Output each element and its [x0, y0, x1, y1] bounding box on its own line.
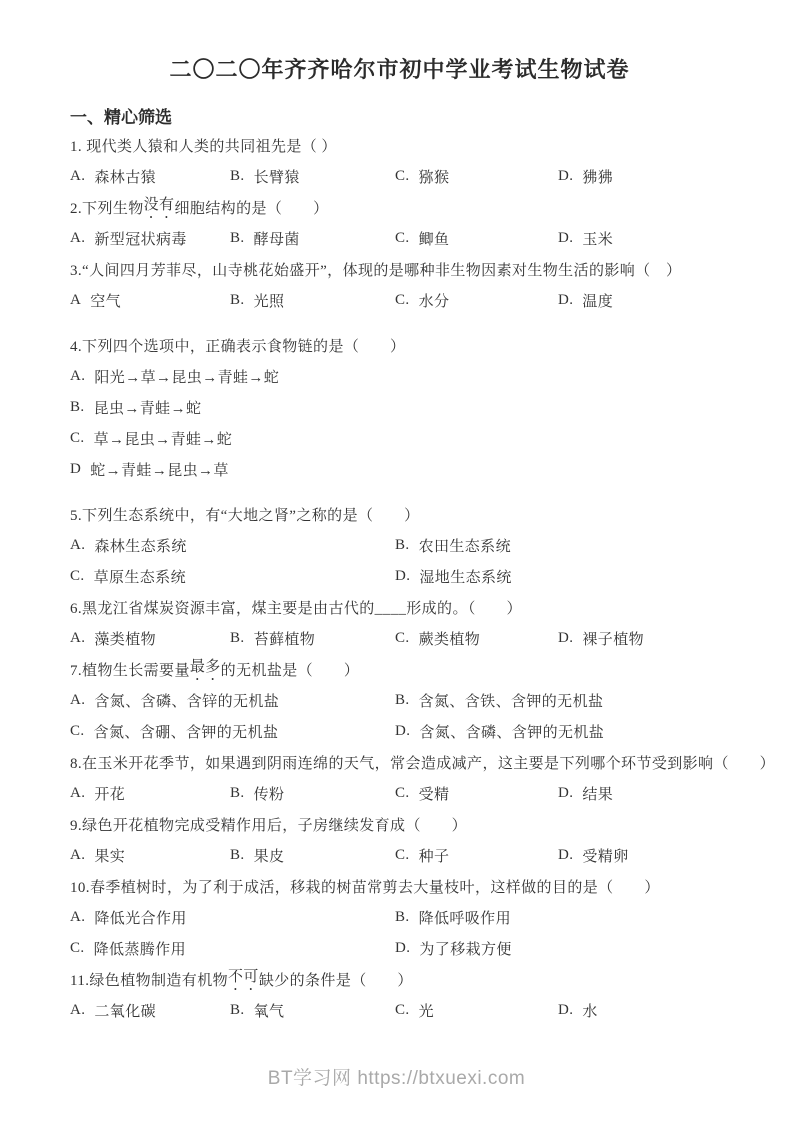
option-item: [70, 561, 395, 592]
option-text: 降低呼吸作用: [418, 911, 511, 927]
option-item: [70, 361, 729, 392]
option-text: 温度: [582, 294, 614, 310]
options-group: [70, 361, 729, 485]
options-group: [70, 623, 729, 654]
option-item: [70, 530, 395, 561]
option-text: 氧气: [253, 1004, 285, 1020]
question-text-part: 10.春季植树时，为了利于成活，移栽的树苗常剪去大量枝叶，这样做的目的是（ ）: [70, 880, 660, 896]
option-item: [395, 530, 729, 561]
option-item: [70, 995, 230, 1026]
option-item: [395, 623, 558, 654]
option-label: A.: [70, 230, 86, 246]
question-block: [70, 809, 729, 871]
option-label: D.: [395, 940, 411, 956]
option-text: 降低蒸腾作用: [93, 942, 186, 958]
question-text: [70, 747, 776, 778]
option-text: 农田生态系统: [418, 539, 511, 555]
footer-watermark: BT学习网 https://btxuexi.com: [267, 1068, 526, 1089]
option-item: [558, 995, 729, 1026]
question-block: [70, 654, 729, 747]
option-item: [230, 161, 395, 192]
option-item: [70, 778, 230, 809]
option-text: 结果: [582, 787, 614, 803]
question-text-part: 6.黑龙江省煤炭资源丰富，煤主要是由古代的____形成的。（ ）: [70, 601, 522, 617]
section-heading: 一、精心筛选: [70, 108, 172, 127]
option-text: 猕猴: [418, 170, 450, 186]
option-text: 传粉: [253, 787, 285, 803]
option-text: 降低光合作用: [94, 911, 187, 927]
question-text: [70, 330, 729, 361]
option-label: B.: [70, 399, 85, 415]
option-label: C.: [395, 1002, 410, 1018]
option-text: 昆虫→青蛙→蛇: [93, 401, 202, 417]
option-label: A.: [70, 537, 86, 553]
option-text: 含氮、含铁、含钾的无机盐: [418, 694, 604, 710]
option-text: 狒狒: [582, 170, 614, 186]
option-label: D.: [395, 568, 411, 584]
option-item: [558, 840, 729, 871]
question-block: [70, 747, 776, 809]
option-item: [70, 685, 395, 716]
option-item: [395, 685, 729, 716]
option-label: D.: [395, 723, 411, 739]
options-group: [70, 995, 729, 1026]
question-block: [70, 964, 729, 1026]
question-text-part: 1. 现代类人猿和人类的共同祖先是（ ）: [70, 139, 337, 155]
option-item: [395, 285, 558, 316]
option-label: C.: [395, 630, 410, 646]
question-text: [70, 130, 729, 161]
question-block: [70, 871, 729, 964]
question-block: [70, 130, 729, 192]
question-text: [70, 809, 729, 840]
option-label: C.: [395, 292, 410, 308]
option-label: D.: [558, 630, 574, 646]
option-item: [395, 561, 729, 592]
option-text: 草原生态系统: [93, 570, 186, 586]
option-text: 长臂猿: [253, 170, 300, 186]
option-label: C.: [395, 168, 410, 184]
option-text: 受精卵: [582, 849, 629, 865]
option-label: B.: [230, 1002, 245, 1018]
option-item: [395, 716, 729, 747]
option-text: 为了移栽方便: [419, 942, 512, 958]
options-group: [70, 685, 729, 747]
question-text-part: 5.下列生态系统中，有“大地之肾”之称的是（ ）: [70, 508, 420, 524]
option-item: [70, 902, 395, 933]
option-text: 光: [418, 1004, 434, 1020]
option-text: 蛇→青蛙→昆虫→草: [90, 463, 229, 479]
option-text: 水: [582, 1004, 598, 1020]
questions-area: [70, 130, 776, 1026]
option-item: [395, 840, 558, 871]
option-text: 藻类植物: [94, 632, 156, 648]
question-text-part: 8.在玉米开花季节，如果遇到阴雨连绵的天气，常会造成减产，这主要是下列哪个环节受到影响（ ）: [70, 756, 776, 772]
option-item: [70, 423, 729, 454]
option-text: 开花: [94, 787, 126, 803]
option-text: 空气: [90, 294, 122, 310]
options-group: [70, 161, 729, 192]
option-item: [558, 285, 729, 316]
option-label: B.: [230, 230, 245, 246]
option-label: D.: [558, 847, 574, 863]
option-label: B.: [230, 785, 245, 801]
option-text: 草→昆虫→青蛙→蛇: [93, 432, 233, 448]
option-text: 果皮: [253, 849, 285, 865]
option-label: C.: [70, 940, 85, 956]
option-item: [70, 454, 729, 485]
option-item: [70, 223, 230, 254]
option-label: C.: [395, 230, 410, 246]
option-text: 新型冠状病毒: [94, 232, 187, 248]
option-label: D.: [558, 230, 574, 246]
options-group: [70, 902, 729, 964]
option-text: 含氮、含磷、含锌的无机盐: [94, 694, 280, 710]
option-text: 森林生态系统: [94, 539, 187, 555]
option-text: 含氮、含磷、含钾的无机盐: [419, 725, 605, 741]
question-text-emphasized: 不可: [228, 969, 259, 985]
option-item: [230, 223, 395, 254]
option-item: [70, 933, 395, 964]
page-title: 二〇二〇年齐齐哈尔市初中学业考试生物试卷: [169, 57, 630, 82]
option-item: [395, 778, 558, 809]
option-label: A.: [70, 909, 86, 925]
option-item: [70, 161, 230, 192]
option-label: C.: [70, 723, 85, 739]
option-label: D.: [558, 785, 574, 801]
question-text: [70, 499, 729, 530]
question-block: [70, 192, 729, 254]
option-item: [230, 285, 395, 316]
option-label: D: [70, 461, 82, 477]
question-text: [70, 592, 729, 623]
option-label: B.: [230, 292, 245, 308]
option-label: C.: [395, 785, 410, 801]
question-text: [70, 871, 729, 902]
question-block: [70, 499, 729, 592]
option-item: [70, 392, 729, 423]
option-text: 鲫鱼: [418, 232, 450, 248]
question-text-part: 的无机盐是（ ）: [220, 663, 360, 679]
option-item: [70, 716, 395, 747]
option-label: B.: [230, 630, 245, 646]
option-item: [230, 840, 395, 871]
option-item: [558, 223, 729, 254]
option-text: 湿地生态系统: [419, 570, 512, 586]
question-text-part: 9.绿色开花植物完成受精作用后，子房继续发育成（ ）: [70, 818, 468, 834]
question-text-part: 3.“人间四月芳菲尽，山寺桃花始盛开”，体现的是哪种非生物因素对生物生活的影响（ ）: [70, 263, 682, 279]
question-text-emphasized: 最多: [189, 659, 221, 675]
option-label: C.: [70, 568, 85, 584]
option-label: A.: [70, 785, 86, 801]
option-item: [70, 623, 230, 654]
question-text-part: 4.下列四个选项中，正确表示食物链的是（ ）: [70, 339, 406, 355]
option-item: [230, 778, 395, 809]
question-text-part: 细胞结构的是（ ）: [174, 201, 329, 217]
option-item: [395, 933, 729, 964]
option-item: [558, 623, 729, 654]
option-label: B.: [230, 847, 245, 863]
option-label: C.: [70, 430, 85, 446]
question-text: [70, 254, 729, 285]
question-text: [70, 654, 729, 685]
option-text: 裸子植物: [582, 632, 644, 648]
question-text-part: 缺少的条件是（ ）: [258, 973, 413, 989]
page-content: [70, 0, 776, 1026]
option-label: B.: [395, 909, 410, 925]
option-text: 苔藓植物: [253, 632, 316, 648]
option-label: B.: [395, 537, 410, 553]
question-text-emphasized: 没有: [143, 197, 175, 213]
option-item: [395, 223, 558, 254]
option-label: A: [70, 292, 82, 308]
option-label: B.: [230, 168, 245, 184]
option-item: [395, 902, 729, 933]
option-text: 酵母菌: [253, 232, 300, 248]
option-label: B.: [395, 692, 410, 708]
option-label: A.: [70, 847, 86, 863]
option-label: D.: [558, 1002, 574, 1018]
option-text: 种子: [418, 849, 450, 865]
option-label: A.: [70, 1002, 86, 1018]
option-text: 森林古猿: [94, 170, 156, 186]
question-text-part: 7.植物生长需要量: [70, 663, 190, 679]
option-item: [230, 623, 395, 654]
option-item: [70, 840, 230, 871]
question-text: [70, 964, 729, 995]
options-group: [70, 778, 729, 809]
option-item: [558, 161, 729, 192]
option-text: 水分: [418, 294, 450, 310]
options-group: [70, 223, 729, 254]
option-text: 蕨类植物: [418, 632, 481, 648]
option-text: 果实: [94, 849, 126, 865]
options-group: [70, 285, 729, 316]
question-text-part: 2.下列生物: [70, 201, 144, 217]
question-block: [70, 592, 729, 654]
option-item: [558, 778, 729, 809]
option-label: A.: [70, 630, 86, 646]
question-text-part: 11.绿色植物制造有机物: [70, 973, 228, 989]
question-text: [70, 192, 729, 223]
option-text: 玉米: [582, 232, 614, 248]
options-group: [70, 530, 729, 592]
option-label: A.: [70, 168, 86, 184]
option-text: 光照: [253, 294, 285, 310]
option-text: 阳光→草→昆虫→青蛙→蛇: [94, 370, 280, 386]
option-text: 受精: [418, 787, 450, 803]
option-item: [230, 995, 395, 1026]
option-text: 二氧化碳: [94, 1004, 156, 1020]
option-item: [395, 995, 558, 1026]
option-label: A.: [70, 368, 86, 384]
option-label: C.: [395, 847, 410, 863]
option-label: D.: [558, 292, 574, 308]
option-item: [70, 285, 230, 316]
option-item: [395, 161, 558, 192]
option-label: A.: [70, 692, 86, 708]
question-block: [70, 330, 729, 485]
options-group: [70, 840, 729, 871]
option-text: 含氮、含硼、含钾的无机盐: [93, 725, 279, 741]
option-label: D.: [558, 168, 574, 184]
question-block: [70, 254, 729, 316]
